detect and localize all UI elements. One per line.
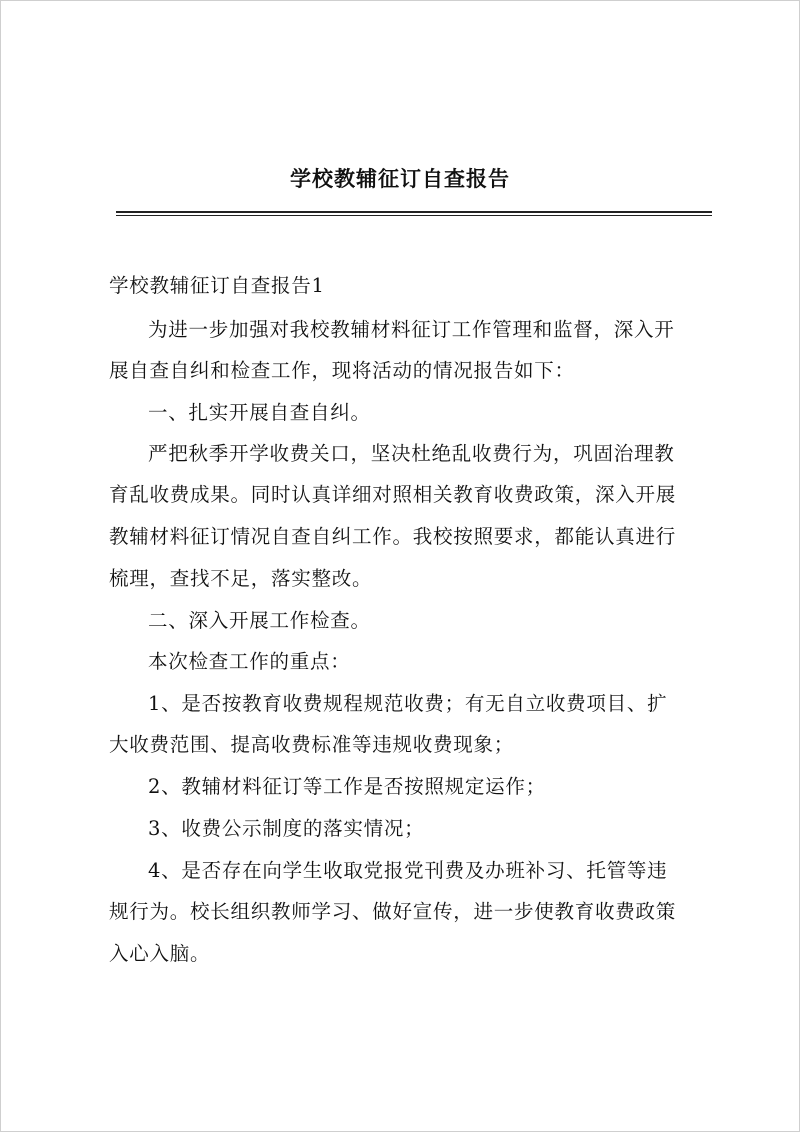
item-4-line-3: 入心入脑。 — [109, 942, 211, 965]
title-rule-thick — [116, 211, 712, 213]
item-3: 3、收费公示制度的落实情况； — [148, 817, 425, 840]
subheading-2: 二、深入开展工作检查。 — [148, 609, 371, 632]
item-4-line-2: 规行为。校长组织教师学习、做好宣传，进一步使教育收费政策 — [109, 900, 677, 923]
intro-line-2: 展自查自纠和检查工作，现将活动的情况报告如下： — [109, 359, 575, 382]
paragraph-1-line-4: 梳理，查找不足，落实整改。 — [109, 567, 373, 590]
intro-line-1: 为进一步加强对我校教辅材料征订工作管理和监督，深入开 — [148, 318, 675, 341]
subheading-1: 一、扎实开展自查自纠。 — [148, 401, 371, 424]
document-title: 学校教辅征订自查报告 — [290, 166, 510, 191]
item-1-line-1: 1、是否按教育收费规程规范收费；有无自立收费项目、扩 — [148, 692, 668, 715]
item-1-line-2: 大收费范围、提高收费标准等违规收费现象； — [109, 733, 515, 756]
paragraph-1-line-3: 教辅材料征订情况自查自纠工作。我校按照要求，都能认真进行 — [109, 525, 677, 548]
item-2: 2、教辅材料征订等工作是否按照规定运作； — [148, 775, 546, 798]
title-rule-thin — [116, 215, 712, 216]
paragraph-1-line-2: 育乱收费成果。同时认真详细对照相关教育收费政策，深入开展 — [109, 483, 677, 506]
focus-heading: 本次检查工作的重点： — [148, 650, 351, 673]
section-heading: 学校教辅征订自查报告1 — [109, 274, 325, 297]
item-4-line-1: 4、是否存在向学生收取党报党刊费及办班补习、托管等违 — [148, 859, 668, 882]
paragraph-1-line-1: 严把秋季开学收费关口，坚决杜绝乱收费行为，巩固治理教 — [148, 442, 675, 465]
